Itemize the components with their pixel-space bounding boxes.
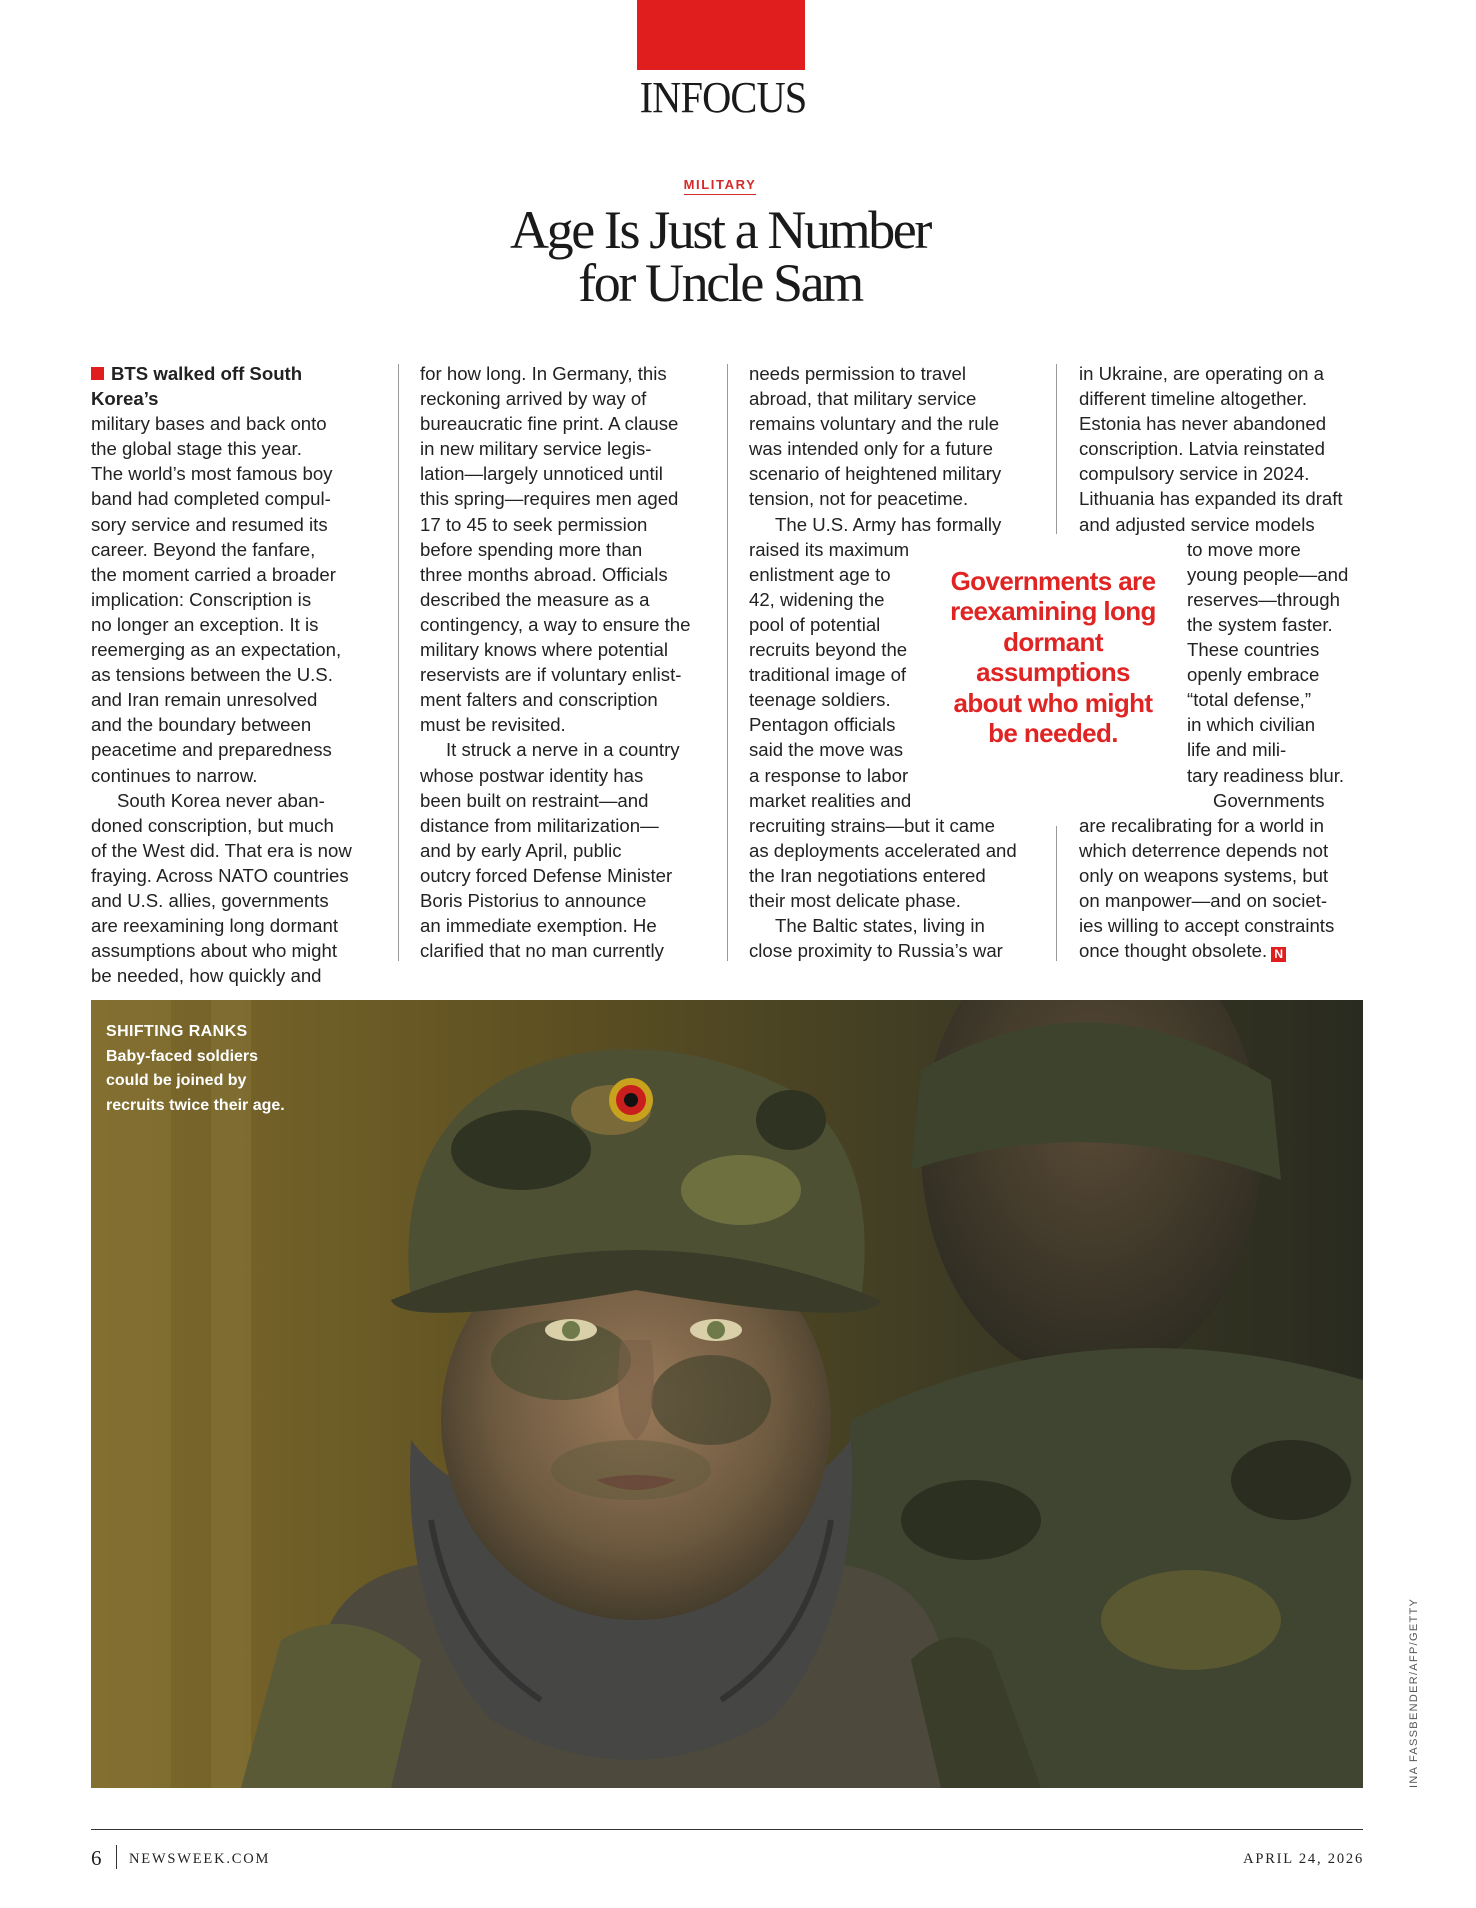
pull-quote: Governments are reexamining long dormant assumptions about who might be needed. (950, 566, 1156, 749)
text-line: must be revisited. (420, 714, 566, 736)
caption-line: recruits twice their age. (106, 1096, 285, 1114)
text-line: in which civilian (1187, 714, 1316, 736)
column-divider (398, 364, 399, 961)
text-line: South Korea never aban- (117, 789, 325, 811)
text-line: which deterrence depends not (1079, 839, 1329, 861)
text-line: military knows where potential (420, 639, 669, 661)
text-line: different timeline altogether. (1079, 388, 1308, 410)
text-line: career. Beyond the fanfare, (91, 538, 316, 560)
text-line: as tensions between the U.S. (91, 664, 333, 686)
text-line: was intended only for a future (749, 438, 993, 460)
text-line: only on weapons systems, but (1079, 864, 1329, 886)
caption-line: could be joined by (106, 1072, 247, 1089)
text-line: Governments (1213, 789, 1325, 811)
column-divider (1056, 364, 1057, 534)
text-line: Lithuania has expanded its draft (1079, 488, 1343, 510)
text-line: as deployments accelerated and (749, 839, 1017, 861)
text-line: described the measure as a (420, 588, 650, 610)
text-line: compulsory service in 2024. (1079, 463, 1310, 485)
text-line: traditional image of (749, 664, 907, 686)
text-line: needs permission to travel (749, 363, 967, 384)
text-line: assumptions about who might (91, 940, 337, 962)
text-line: close proximity to Russia’s war (749, 940, 1003, 962)
photo-caption (106, 1020, 326, 1118)
text-line: to move more (1187, 538, 1301, 560)
text-line: clarified that no man currently (420, 940, 664, 962)
text-line: reckoning arrived by way of (420, 388, 647, 410)
text-line: continues to narrow. (91, 764, 258, 786)
lead-in: BTS walked off South Korea’s (91, 363, 303, 410)
text-line: in Ukraine, are operating on a (1079, 363, 1324, 384)
text-line: openly embrace (1187, 664, 1320, 686)
text-line: military bases and back onto (91, 413, 327, 435)
caption-line: Baby-faced soldiers (106, 1047, 259, 1065)
text-line: in new military service legis- (420, 438, 652, 460)
text-line: recruits beyond the (749, 639, 908, 661)
kicker-text[interactable]: MILITARY (684, 177, 757, 195)
text-line: enlistment age to (749, 563, 891, 585)
text-line: ies willing to accept constraints (1079, 915, 1335, 937)
footer-rule (91, 1829, 1363, 1830)
column-divider (1056, 826, 1057, 961)
text-line: once thought obsolete. (1079, 940, 1268, 962)
issue-date: APRIL 24, 2026 (1243, 1851, 1364, 1867)
text-line: said the move was (749, 739, 903, 761)
text-line: teenage soldiers. (749, 689, 891, 711)
text-line: The Baltic states, living in (775, 915, 985, 937)
text-line: peacetime and preparedness (91, 739, 332, 761)
text-line: lation—largely unnoticed until (420, 463, 663, 485)
text-line: reservists are if voluntary enlist- (420, 664, 682, 686)
text-line: Pentagon officials (749, 714, 896, 736)
lead-square-icon (91, 367, 104, 380)
text-line: outcry forced Defense Minister (420, 864, 673, 886)
text-line: an immediate exemption. He (420, 915, 657, 937)
headline-line-1: Age Is Just a Number (510, 200, 930, 260)
text-line: a response to labor (749, 764, 909, 786)
text-line: doned conscription, but much (91, 814, 334, 836)
soldier-photo-illustration (91, 1000, 1363, 1788)
text-line: the global stage this year. (91, 438, 302, 460)
text-line: pool of potential (749, 613, 881, 635)
text-line: no longer an exception. It is (91, 613, 319, 635)
photo-credit: INA FASSBENDER/AFP/GETTY (1408, 1597, 1420, 1788)
text-line: These countries (1187, 639, 1320, 661)
text-line: the system faster. (1187, 613, 1333, 635)
text-line: whose postwar identity has (420, 764, 644, 786)
text-line: bureaucratic fine print. A clause (420, 413, 679, 435)
text-line: distance from militarization— (420, 814, 659, 836)
text-line: three months abroad. Officials (420, 563, 668, 585)
column-divider (727, 364, 728, 961)
headline-line-2: for Uncle Sam (578, 253, 862, 313)
newsweek-end-mark-icon: N (1271, 947, 1286, 962)
text-line: and Iran remain unresolved (91, 689, 318, 711)
text-line: tary readiness blur. (1187, 764, 1345, 786)
text-line: and the boundary between (91, 714, 312, 736)
text-line: ment falters and conscription (420, 689, 658, 711)
text-line: reemerging as an expectation, (91, 639, 342, 661)
text-line: 17 to 45 to seek permission (420, 513, 648, 535)
text-line: and adjusted service models (1079, 513, 1315, 535)
article-column-1 (91, 361, 363, 988)
text-line: of the West did. That era is now (91, 839, 352, 861)
text-line: “total defense,” (1187, 689, 1312, 711)
text-line: are reexamining long dormant (91, 915, 339, 937)
text-line: be needed, how quickly and (91, 965, 322, 987)
text-line: and U.S. allies, governments (91, 889, 329, 911)
text-line: contingency, a way to ensure the (420, 613, 691, 635)
text-line: tension, not for peacetime. (749, 488, 969, 510)
footer-divider (116, 1845, 117, 1869)
text-line: reserves—through (1187, 588, 1340, 610)
section-label: INFOCUS (639, 73, 807, 122)
text-line: remains voluntary and the rule (749, 413, 1000, 435)
text-line: conscription. Latvia reinstated (1079, 438, 1325, 460)
text-line: been built on restraint—and (420, 789, 649, 811)
page-number: 6 (91, 1846, 102, 1870)
section-color-tab (637, 0, 805, 70)
text-line: Estonia has never abandoned (1079, 413, 1327, 435)
text-line: The world’s most famous boy (91, 463, 333, 485)
text-line: young people—and (1187, 563, 1349, 585)
text-line: sory service and resumed its (91, 513, 328, 535)
article-headline (420, 200, 1020, 313)
text-line: and by early April, public (420, 839, 622, 861)
text-line: before spending more than (420, 538, 643, 560)
text-line: raised its maximum (749, 538, 910, 560)
text-line: market realities and (749, 789, 912, 811)
text-line: are recalibrating for a world in (1079, 814, 1324, 836)
text-line: Boris Pistorius to announce (420, 889, 647, 911)
text-line: abroad, that military service (749, 388, 977, 410)
text-line: recruiting strains—but it came (749, 814, 995, 836)
text-line: the moment carried a broader (91, 563, 336, 585)
text-line: 42, widening the (749, 588, 885, 610)
site-link[interactable]: NEWSWEEK.COM (129, 1851, 271, 1867)
article-column-2 (420, 361, 692, 963)
article-kicker (640, 176, 800, 194)
text-line: It struck a nerve in a country (446, 739, 680, 761)
text-line: implication: Conscription is (91, 588, 312, 610)
article-photo (91, 1000, 1363, 1788)
text-line: band had completed compul- (91, 488, 331, 510)
text-line: the Iran negotiations entered (749, 864, 986, 886)
text-line: on manpower—and on societ- (1079, 889, 1328, 911)
text-line: scenario of heightened military (749, 463, 1002, 485)
text-line: The U.S. Army has formally (775, 513, 1002, 535)
text-line: fraying. Across NATO countries (91, 864, 349, 886)
caption-title: SHIFTING RANKS (106, 1023, 248, 1040)
text-line: life and mili- (1187, 739, 1287, 761)
text-line: for how long. In Germany, this (420, 363, 667, 384)
text-line: their most delicate phase. (749, 889, 961, 911)
text-line: this spring—requires men aged (420, 488, 679, 510)
